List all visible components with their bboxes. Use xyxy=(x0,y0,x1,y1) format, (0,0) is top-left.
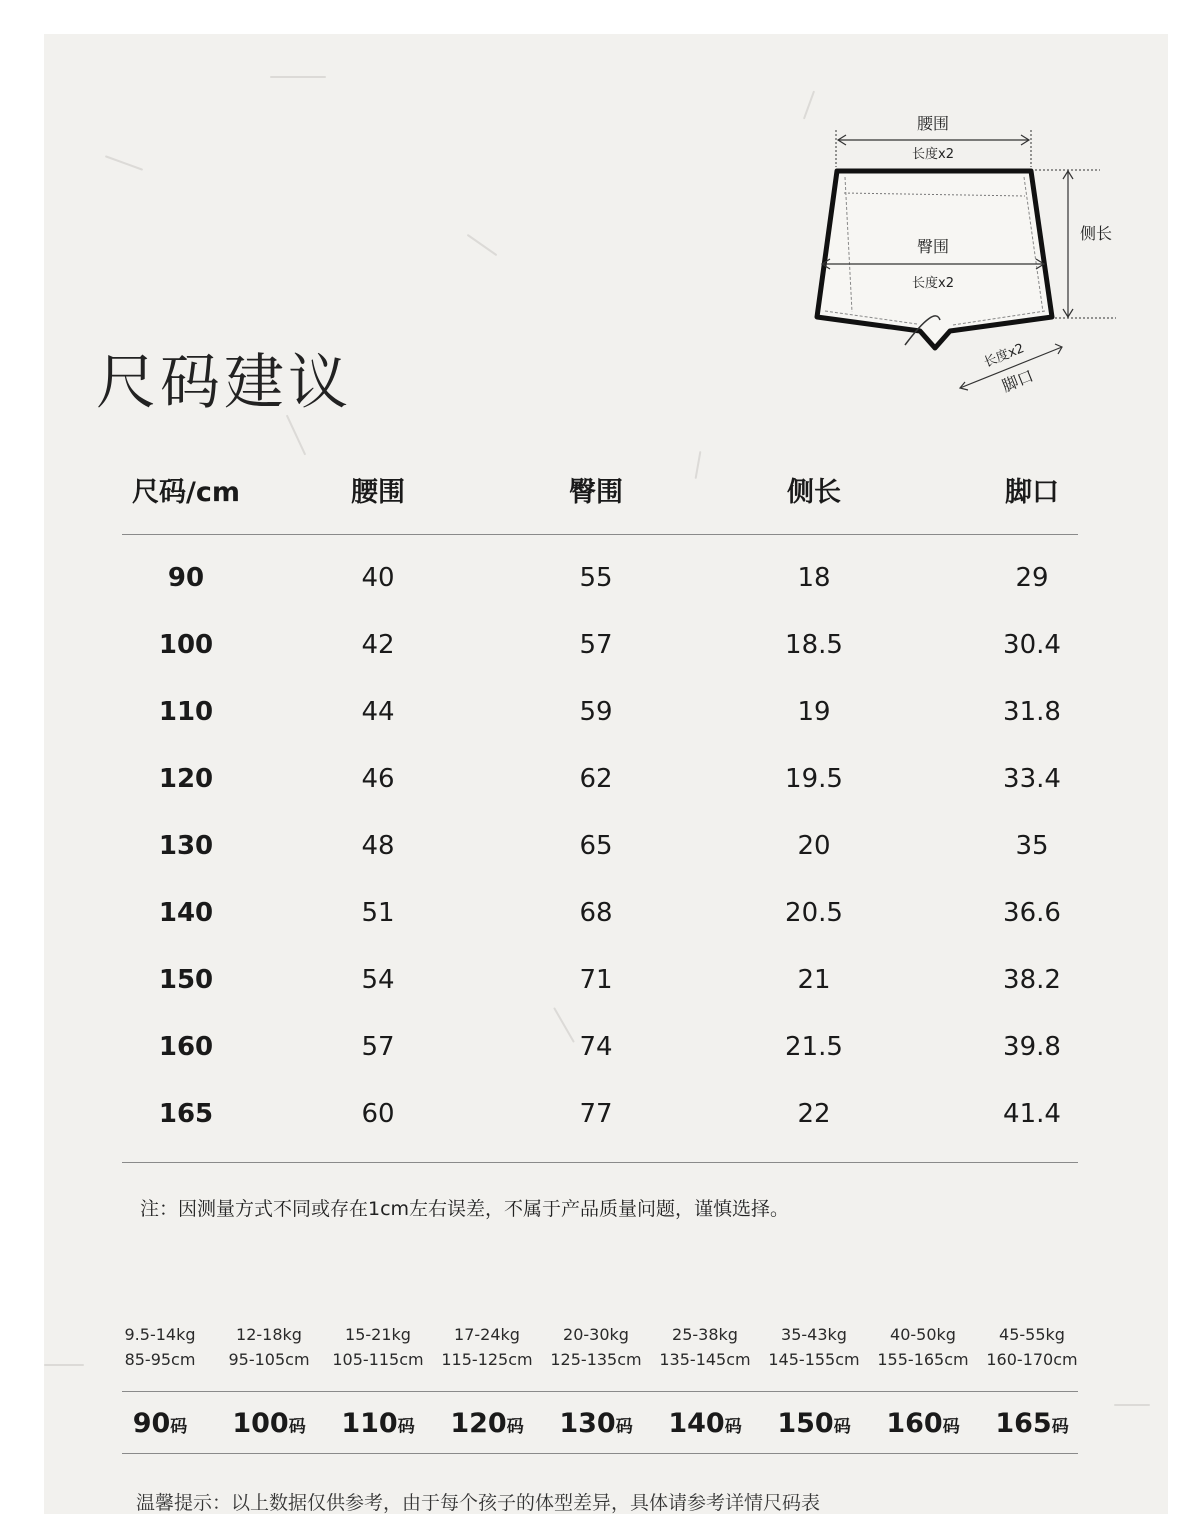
cell-side-length: 21 xyxy=(797,965,831,995)
table-row xyxy=(122,1027,1078,1094)
cell-hip: 68 xyxy=(579,898,613,928)
cell-size: 90 xyxy=(167,563,205,593)
table-body xyxy=(122,558,1078,1161)
hip-sub-label: 长度x2 xyxy=(912,276,954,291)
cell-side-length: 22 xyxy=(797,1099,831,1129)
reference-height: 135-145cm xyxy=(659,1350,751,1369)
header-size: 尺码/cm xyxy=(132,477,240,508)
size-label: 160码 xyxy=(886,1408,960,1439)
cell-leg-opening: 30.4 xyxy=(1003,630,1061,660)
table-header-row xyxy=(122,460,1078,526)
paper-fiber xyxy=(1114,1404,1150,1406)
paper-fiber xyxy=(270,76,326,78)
reference-divider-top xyxy=(122,1391,1078,1392)
cell-waist: 54 xyxy=(361,965,395,995)
waist-sub-label: 长度x2 xyxy=(912,147,954,162)
cell-size: 100 xyxy=(158,630,214,660)
table-row xyxy=(122,625,1078,692)
reference-item xyxy=(650,1322,760,1372)
reference-height: 145-155cm xyxy=(768,1350,860,1369)
table-row xyxy=(122,960,1078,1027)
cell-leg-opening: 33.4 xyxy=(1003,764,1061,794)
paper-fiber xyxy=(467,234,498,256)
reference-item xyxy=(432,1322,542,1372)
shorts-outline xyxy=(817,171,1052,348)
reference-height: 125-135cm xyxy=(550,1350,642,1369)
cell-leg-opening: 38.2 xyxy=(1003,965,1061,995)
cell-size: 120 xyxy=(158,764,214,794)
reference-height: 160-170cm xyxy=(986,1350,1078,1369)
hip-label: 臀围 xyxy=(916,237,950,256)
table-row xyxy=(122,826,1078,893)
table-bottom-divider xyxy=(122,1162,1078,1163)
reference-weight: 45-55kg xyxy=(999,1325,1065,1344)
leg-opening-label: 脚口 xyxy=(999,366,1037,396)
table-row xyxy=(122,759,1078,826)
cell-hip: 71 xyxy=(579,965,613,995)
cell-waist: 60 xyxy=(361,1099,395,1129)
size-label: 150码 xyxy=(777,1408,851,1439)
cell-size: 150 xyxy=(158,965,214,995)
reference-item xyxy=(214,1322,324,1372)
page-title: 尺码建议 xyxy=(96,348,352,418)
header-waist: 腰围 xyxy=(351,477,405,508)
cell-leg-opening: 36.6 xyxy=(1003,898,1061,928)
table-row xyxy=(122,893,1078,960)
cell-side-length: 20 xyxy=(797,831,831,861)
size-label: 165码 xyxy=(995,1408,1069,1439)
cell-leg-opening: 39.8 xyxy=(1003,1032,1061,1062)
reference-item xyxy=(759,1322,869,1372)
header-side-length: 侧长 xyxy=(787,477,841,508)
cell-waist: 51 xyxy=(361,898,395,928)
table-top-divider xyxy=(122,534,1078,535)
waist-label: 腰围 xyxy=(916,114,950,133)
cell-size: 130 xyxy=(158,831,214,861)
reference-weight: 15-21kg xyxy=(345,1325,411,1344)
cell-waist: 57 xyxy=(361,1032,395,1062)
cell-side-length: 20.5 xyxy=(785,898,843,928)
cell-hip: 65 xyxy=(579,831,613,861)
cell-side-length: 21.5 xyxy=(785,1032,843,1062)
reference-item xyxy=(105,1322,215,1372)
cell-side-length: 19 xyxy=(797,697,831,727)
cell-hip: 62 xyxy=(579,764,613,794)
cell-size: 160 xyxy=(158,1032,214,1062)
reference-item xyxy=(977,1322,1087,1372)
cell-size: 140 xyxy=(158,898,214,928)
table-row xyxy=(122,558,1078,625)
warm-tip: 温馨提示：以上数据仅供参考，由于每个孩子的体型差异，具体请参考详情尺码表 xyxy=(136,1492,821,1514)
reference-height: 95-105cm xyxy=(228,1350,310,1369)
cell-waist: 42 xyxy=(361,630,395,660)
size-label: 130码 xyxy=(559,1408,633,1439)
paper-fiber xyxy=(105,155,143,171)
paper-fiber xyxy=(44,1364,84,1366)
reference-weight: 20-30kg xyxy=(563,1325,629,1344)
table-row xyxy=(122,1094,1078,1161)
cell-size: 165 xyxy=(158,1099,214,1129)
leg-opening-sub-label: 长度x2 xyxy=(981,341,1027,371)
cell-side-length: 18.5 xyxy=(785,630,843,660)
reference-item xyxy=(323,1322,433,1372)
reference-height: 155-165cm xyxy=(877,1350,969,1369)
cell-leg-opening: 31.8 xyxy=(1003,697,1061,727)
cell-side-length: 18 xyxy=(797,563,831,593)
cell-waist: 48 xyxy=(361,831,395,861)
reference-weight: 9.5-14kg xyxy=(124,1325,196,1344)
size-label: 140码 xyxy=(668,1408,742,1439)
cell-hip: 77 xyxy=(579,1099,613,1129)
cell-hip: 57 xyxy=(579,630,613,660)
size-label: 100码 xyxy=(232,1408,306,1439)
cell-size: 110 xyxy=(158,697,214,727)
reference-weight: 17-24kg xyxy=(454,1325,520,1344)
reference-weight: 40-50kg xyxy=(890,1325,956,1344)
reference-weight: 12-18kg xyxy=(236,1325,302,1344)
reference-divider-bottom xyxy=(122,1453,1078,1454)
cell-hip: 55 xyxy=(579,563,613,593)
measurement-note: 注：因测量方式不同或存在1cm左右误差，不属于产品质量问题，谨慎选择。 xyxy=(140,1198,790,1220)
header-leg-opening: 脚口 xyxy=(1005,477,1059,508)
header-hip: 臀围 xyxy=(569,477,623,508)
cell-hip: 59 xyxy=(579,697,613,727)
cell-waist: 46 xyxy=(361,764,395,794)
reference-item xyxy=(541,1322,651,1372)
cell-waist: 44 xyxy=(361,697,395,727)
cell-leg-opening: 41.4 xyxy=(1003,1099,1061,1129)
size-label: 120码 xyxy=(450,1408,524,1439)
shorts-measurement-diagram xyxy=(800,105,1140,405)
side-length-label: 侧长 xyxy=(1079,224,1113,243)
cell-leg-opening: 35 xyxy=(1015,831,1049,861)
reference-height: 85-95cm xyxy=(124,1350,196,1369)
reference-weight: 35-43kg xyxy=(781,1325,847,1344)
cell-hip: 74 xyxy=(579,1032,613,1062)
size-label: 90码 xyxy=(132,1408,188,1439)
reference-item xyxy=(868,1322,978,1372)
reference-height: 105-115cm xyxy=(332,1350,424,1369)
reference-weight: 25-38kg xyxy=(672,1325,738,1344)
table-row xyxy=(122,692,1078,759)
cell-side-length: 19.5 xyxy=(785,764,843,794)
cell-leg-opening: 29 xyxy=(1015,563,1049,593)
size-table xyxy=(122,460,1078,526)
size-label: 110码 xyxy=(341,1408,415,1439)
cell-waist: 40 xyxy=(361,563,395,593)
reference-height: 115-125cm xyxy=(441,1350,533,1369)
